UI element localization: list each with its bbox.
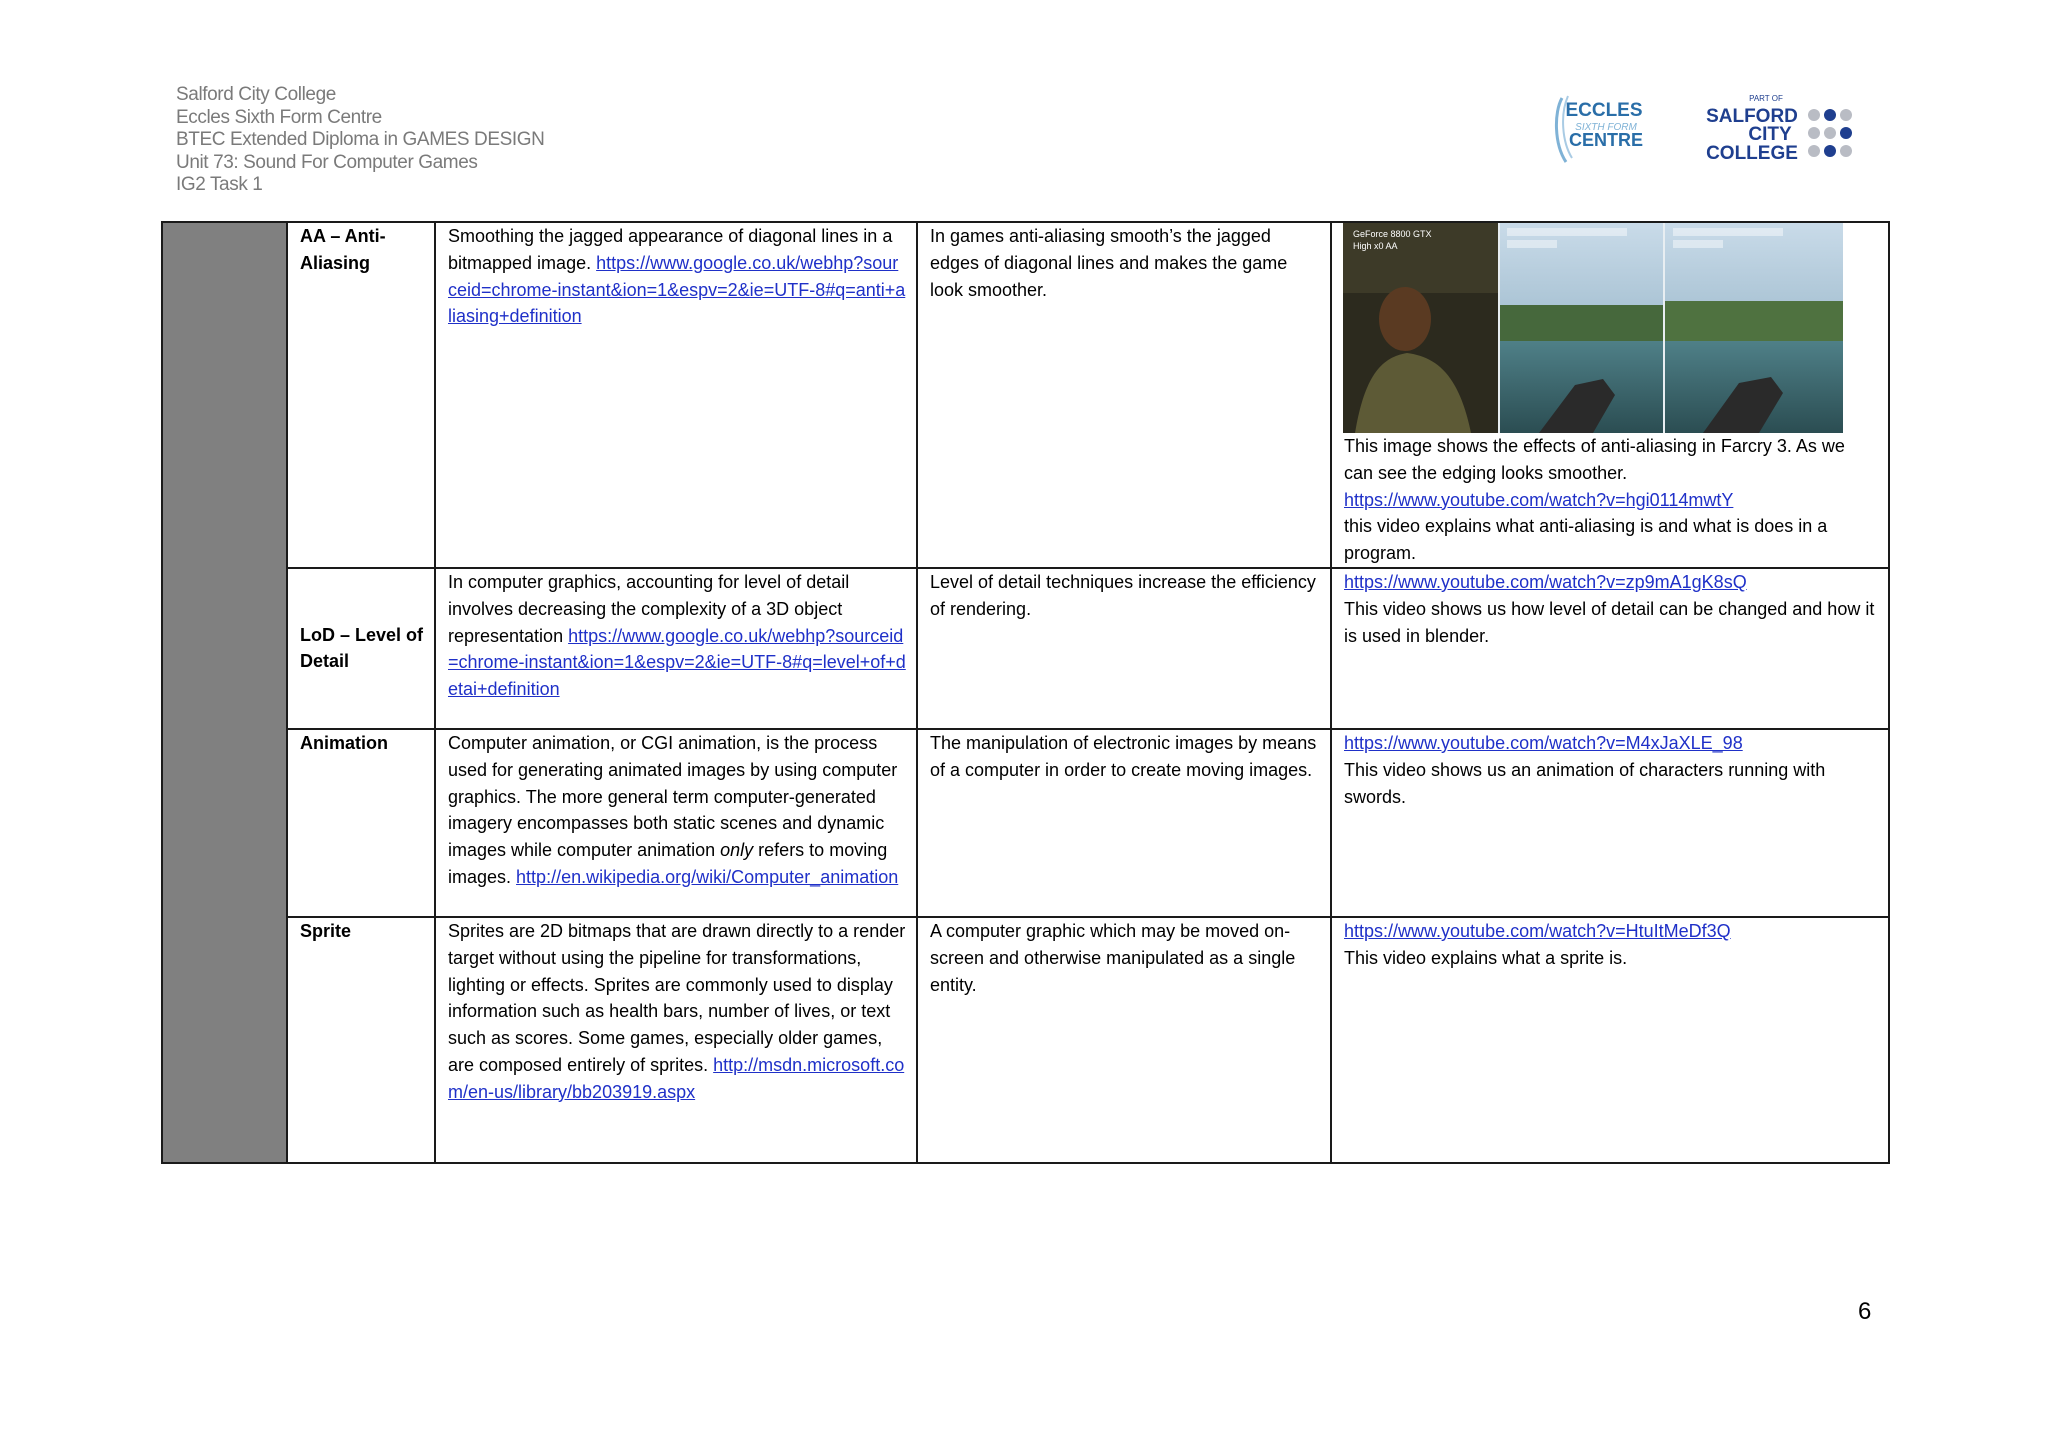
eccles-logo-line3: CENTRE (1568, 130, 1644, 150)
table-row (162, 222, 1889, 568)
definition-cell (435, 729, 917, 917)
document-header (176, 84, 545, 197)
use-cell: In games anti-aliasing smooth’s the jagged edges of diagonal lines and makes the game look smoother. (917, 222, 1331, 568)
farcry-anti-aliasing-screenshot (1343, 223, 1843, 433)
eccles-centre-logo (1552, 92, 1652, 168)
term-cell: Sprite (287, 917, 435, 1163)
example-text: This video explains what a sprite is. (1344, 947, 1628, 968)
definition-cell (435, 222, 917, 568)
blurred-caption-bar (1673, 228, 1783, 236)
blurred-caption-bar (1507, 240, 1557, 248)
eccles-logo-line1: ECCLES (1565, 100, 1643, 121)
term-cell: LoD – Level of Detail (287, 568, 435, 729)
example-link[interactable]: https://www.youtube.com/watch?v=M4xJaXLE_98 (1344, 732, 1743, 753)
example-link[interactable]: https://www.youtube.com/watch?v=HtuItMeDf3Q (1344, 920, 1731, 941)
header-unit: Unit 73: Sound For Computer Games (176, 151, 478, 173)
definition-link[interactable]: http://en.wikipedia.org/wiki/Computer_animation (516, 866, 899, 887)
example-cell (1331, 568, 1889, 729)
use-cell: The manipulation of electronic images by means of a computer in order to create moving images. (917, 729, 1331, 917)
table-row (162, 568, 1889, 729)
definition-text: Sprites are 2D bitmaps that are drawn directly to a render target without using the pipeline for transformations, lighting or effects. Sprites are commonly used to display information such as health bars, number of lives, or text such as scores. Some games, especially older games, are composed entirely of sprites. (448, 920, 906, 1075)
table-row (162, 917, 1889, 1163)
blurred-caption-bar (1507, 228, 1627, 236)
table-row (162, 729, 1889, 917)
salford-logo-top: PART OF (1749, 94, 1783, 103)
definition-link[interactable]: https://www.google.co.uk/webhp?sourceid=chrome-instant&ion=1&espv=2&ie=UTF-8#q=anti+aliasing+definition (448, 252, 906, 327)
grey-side-column (162, 222, 287, 1163)
blurred-caption-bar (1673, 240, 1723, 248)
screenshot-label-2: High x0 AA (1353, 241, 1398, 251)
definition-text: In computer graphics, accounting for level of detail involves decreasing the complexity of a 3D object representation (448, 571, 850, 646)
page-number: 6 (1858, 1298, 1872, 1325)
terminology-table (161, 221, 1890, 1164)
salford-logo-line2: CITY (1748, 124, 1792, 145)
header-course: BTEC Extended Diploma in GAMES DESIGN (176, 129, 545, 150)
definition-emphasis: only (720, 840, 754, 861)
example-text: This image shows the effects of anti-aliasing in Farcry 3. As we can see the edging looks smoother. (1344, 436, 1845, 483)
term-cell: Animation (287, 729, 435, 917)
use-cell: A computer graphic which may be moved on-screen and otherwise manipulated as a single entity. (917, 917, 1331, 1163)
header-centre: Eccles Sixth Form Centre (176, 106, 382, 128)
example-text-2: this video explains what anti-aliasing is and what is does in a program. (1344, 516, 1828, 564)
definition-link[interactable]: http://msdn.microsoft.com/en-us/library/bb203919.aspx (448, 1054, 905, 1102)
definition-text: Smoothing the jagged appearance of diagonal lines in a bitmapped image. (448, 226, 893, 273)
salford-logo-line1: SALFORD (1706, 106, 1798, 127)
example-text: This video shows us how level of detail can be changed and how it is used in blender. (1344, 598, 1875, 646)
example-link[interactable]: https://www.youtube.com/watch?v=hgi0114mwtY (1344, 489, 1734, 510)
definition-text: Computer animation, or CGI animation, is the process used for generating animated images by using computer graphics. The more general term computer-generated imagery encompasses both static scenes and dynamic images while computer animation (448, 732, 898, 861)
definition-cell (435, 568, 917, 729)
example-cell (1331, 729, 1889, 917)
header-college: Salford City College (176, 84, 336, 105)
definition-cell (435, 917, 917, 1163)
term-cell: AA – Anti-Aliasing (287, 222, 435, 568)
example-cell (1331, 917, 1889, 1163)
eccles-logo-line2: SIXTH FORM (1575, 122, 1637, 133)
salford-logo-dots (1808, 109, 1852, 157)
salford-logo-line3: COLLEGE (1706, 143, 1798, 164)
salford-city-college-logo (1702, 92, 1862, 164)
screenshot-label-1: GeForce 8800 GTX (1353, 229, 1432, 239)
definition-text: refers to moving images. (448, 840, 888, 887)
use-cell: Level of detail techniques increase the efficiency of rendering. (917, 568, 1331, 729)
definition-link[interactable]: https://www.google.co.uk/webhp?sourceid=chrome-instant&ion=1&espv=2&ie=UTF-8#q=level+of+detai+definition (448, 625, 906, 700)
example-text: This video shows us an animation of characters running with swords. (1344, 759, 1826, 807)
example-link[interactable]: https://www.youtube.com/watch?v=zp9mA1gK8sQ (1344, 571, 1747, 592)
example-cell (1331, 222, 1889, 568)
header-task: IG2 Task 1 (176, 174, 263, 195)
